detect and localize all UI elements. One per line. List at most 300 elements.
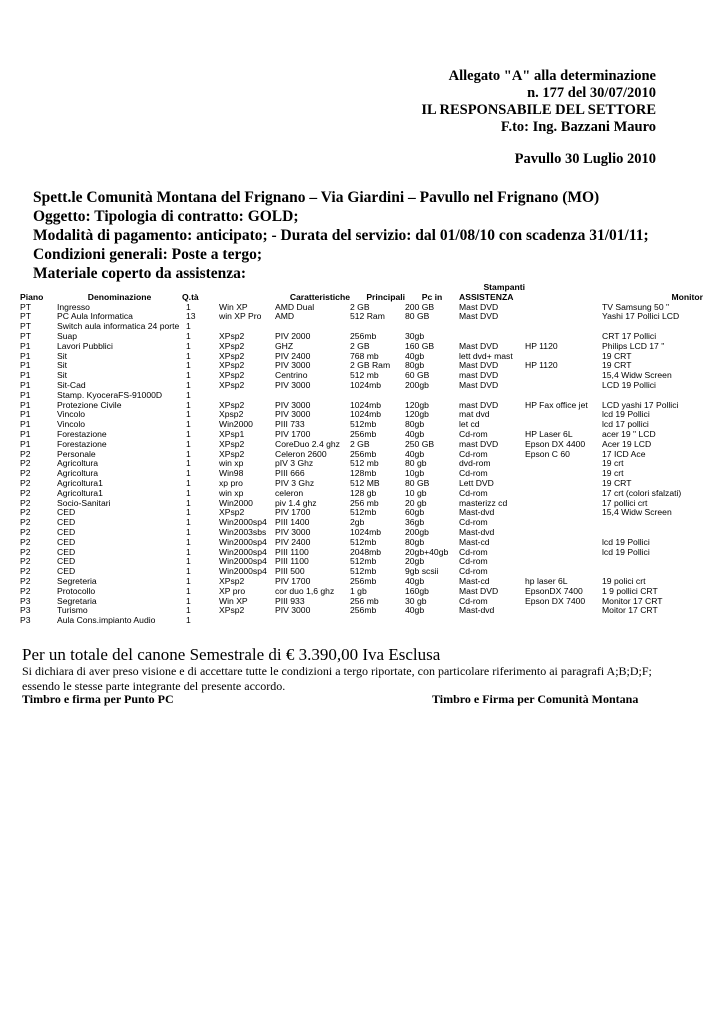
cell-qty: 1 (186, 585, 191, 596)
cell-monitor: Philips LCD 17 " (602, 340, 665, 351)
cell-disk: 20 gb (405, 497, 427, 508)
cell-monitor: 17 ICD Ace (602, 448, 646, 459)
cell-ram: 256mb (350, 428, 377, 439)
column-header: Principali (366, 291, 405, 302)
cell-monitor: TV Samsung 50 " (602, 301, 670, 312)
cell-qty: 1 (186, 409, 191, 420)
cell-name: Forestazione (57, 428, 107, 439)
document-header (421, 68, 656, 168)
cell-drive (459, 322, 525, 332)
cell-ram: 512 Ram (350, 311, 385, 322)
cell-qty: 1 (186, 477, 191, 488)
header-line: IL RESPONSABILE DEL SETTORE (421, 102, 656, 118)
cell-qty: 1 (186, 507, 191, 518)
cell-os: Win2000sp4 (219, 556, 267, 567)
cell-ram: 2 GB (350, 301, 370, 312)
total-amount: Per un totale del canone Semestrale di € 3.390,00 Iva Esclusa (22, 645, 441, 664)
cell-qty: 1 (186, 536, 191, 547)
column-header: Pc in (421, 291, 443, 302)
cell-drive: Cd-rom (459, 487, 488, 498)
cell-qty: 1 (186, 497, 191, 508)
cell-name: Lavori Pubblici (57, 340, 113, 351)
cell-drive: Lett DVD (459, 477, 494, 488)
cell-ram: 2 GB (350, 438, 370, 449)
cell-printer (525, 548, 602, 558)
cell-printer: EpsonDX 7400 (525, 585, 583, 596)
cell-os: Win2000sp4 (219, 517, 267, 528)
cell-floor: P1 (20, 419, 31, 430)
cell-floor: P2 (20, 507, 31, 518)
cell-floor: P2 (20, 458, 31, 469)
cell-cpu: PIII 1400 (275, 517, 310, 528)
cell-os: Win2000 (219, 497, 253, 508)
cell-cpu: pIV 3 Ghz (275, 458, 314, 469)
cell-ram: 128 gb (350, 487, 377, 498)
cell-cpu: PIII 666 (275, 468, 305, 479)
cell-drive: mast DVD (459, 370, 499, 381)
cell-disk: 80 GB (405, 477, 430, 488)
cell-qty: 1 (186, 595, 191, 606)
cell-monitor: lcd 17 pollici (602, 419, 649, 430)
cell-cpu: PIV 1700 (275, 575, 311, 586)
cell-qty: 1 (186, 399, 191, 410)
cell-name: Socio-Sanitari (57, 497, 111, 508)
document-date: Pavullo 30 Luglio 2010 (514, 151, 656, 167)
cell-monitor: lcd 19 Pollici (602, 409, 650, 420)
cell-printer: HP 1120 (525, 360, 558, 371)
payment-line: Modalità di pagamento: anticipato; - Durata del servizio: dal 01/08/10 con scadenza 31/01/11; (33, 227, 649, 244)
column-header: Piano (20, 291, 44, 302)
cell-cpu: celeron (275, 487, 304, 498)
cell-ram: 2gb (350, 517, 365, 528)
cell-os: XPsp2 (219, 448, 245, 459)
addressee-line: Spett.le Comunità Montana del Frignano – Via Giardini – Pavullo nel Frignano (MO) (33, 189, 600, 206)
cell-floor: P2 (20, 575, 31, 586)
cell-monitor: lcd 19 Pollici (602, 546, 650, 557)
cell-drive: Cd-rom (459, 546, 488, 557)
cell-name: Sit (57, 370, 68, 381)
cell-qty: 1 (186, 419, 191, 430)
cell-monitor (602, 616, 703, 626)
cell-printer (525, 606, 602, 616)
cell-qty: 1 (186, 360, 191, 371)
cell-floor: PT (20, 330, 31, 341)
cell-ram: 2 GB (350, 340, 370, 351)
cell-cpu: PIII 933 (275, 595, 305, 606)
cell-floor: P1 (20, 379, 31, 390)
cell-cpu: PIV 3 Ghz (275, 477, 315, 488)
cell-disk: 80 gb (405, 458, 427, 469)
cell-cpu: Celeron 2600 (275, 448, 327, 459)
cell-os: Win2000sp4 (219, 566, 267, 577)
cell-ram: 512 MB (350, 477, 380, 488)
cell-floor: P2 (20, 487, 31, 498)
cell-printer (525, 528, 602, 538)
cell-disk: 10gb (405, 468, 425, 479)
cell-floor: P3 (20, 605, 31, 616)
cell-os: XPsp2 (219, 360, 245, 371)
header-line: F.to: Ing. Bazzani Mauro (500, 119, 656, 135)
cell-monitor: 19 CRT (602, 477, 632, 488)
cell-floor: P2 (20, 536, 31, 547)
cell-cpu: PIV 2400 (275, 350, 311, 361)
signature-label-comunita: Timbro e Firma per Comunità Montana (432, 692, 639, 706)
cell-disk: 160 GB (405, 340, 435, 351)
cell-cpu: PIV 3000 (275, 379, 311, 390)
cell-ram: 1024mb (350, 526, 382, 537)
cell-monitor: CRT 17 Pollici (602, 330, 657, 341)
cell-monitor: 19 CRT (602, 360, 632, 371)
cell-printer (525, 479, 602, 489)
cell-monitor: 15,4 Widw Screen (602, 507, 672, 518)
cell-disk: 250 GB (405, 438, 435, 449)
printers-group-header: Stampanti (483, 282, 525, 292)
cell-floor: P1 (20, 409, 31, 420)
cell-drive: Mast-cd (459, 575, 490, 586)
cell-disk: 40gb (405, 428, 425, 439)
conditions-line: Condizioni generali: Poste a tergo; (33, 246, 263, 263)
cell-disk: 60 GB (405, 370, 430, 381)
cell-os: XPsp2 (219, 438, 245, 449)
cell-ram: 512mb (350, 566, 377, 577)
cell-name: Suap (57, 330, 78, 341)
cell-os: win xp (219, 458, 244, 469)
cell-cpu: PIV 3000 (275, 409, 311, 420)
cell-monitor: 15,4 Widw Screen (602, 370, 672, 381)
cell-drive: Mast-cd (459, 536, 490, 547)
cell-floor: P2 (20, 517, 31, 528)
cell-os: Xpsp2 (219, 409, 244, 420)
cell-floor: P1 (20, 399, 31, 410)
column-header: ASSISTENZA (459, 291, 514, 302)
cell-drive: Cd-rom (459, 448, 488, 459)
cell-name: Turismo (57, 605, 88, 616)
table-row (20, 616, 703, 626)
cell-os: XPsp2 (219, 575, 245, 586)
cell-qty: 1 (186, 615, 191, 626)
cell-disk: 200 GB (405, 301, 435, 312)
cell-disk: 80gb (405, 419, 425, 430)
cell-floor: P1 (20, 350, 31, 361)
cell-name: Agricoltura (57, 468, 99, 479)
cell-printer (525, 489, 602, 499)
column-header: Denominazione (87, 291, 152, 302)
cell-name: Agricoltura (57, 458, 99, 469)
cell-ram: 1024mb (350, 379, 382, 390)
cell-ram (350, 616, 405, 626)
cell-disk: 40gb (405, 575, 425, 586)
cell-floor: P2 (20, 556, 31, 567)
intro-block (33, 188, 649, 283)
cell-ram: 512mb (350, 507, 377, 518)
cell-floor: P3 (20, 595, 31, 606)
cell-printer: HP Laser 6L (525, 428, 573, 439)
cell-os: XPsp2 (219, 370, 245, 381)
cell-os: win xp (219, 487, 244, 498)
cell-qty: 1 (186, 350, 191, 361)
subject-line: Oggetto: Tipologia di contratto: GOLD; (33, 208, 299, 225)
cell-qty: 1 (186, 458, 191, 469)
cell-printer (525, 469, 602, 479)
cell-qty: 1 (186, 575, 191, 586)
cell-ram: 512 mb (350, 458, 379, 469)
cell-monitor: Moitor 17 CRT (602, 605, 658, 616)
cell-printer (525, 381, 602, 391)
cell-drive: mast DVD (459, 399, 499, 410)
cell-name: Segreteria (57, 575, 97, 586)
cell-drive: Cd-rom (459, 468, 488, 479)
cell-ram: 256mb (350, 330, 377, 341)
cell-disk: 36gb (405, 517, 425, 528)
cell-name: CED (57, 507, 76, 518)
cell-floor: P2 (20, 566, 31, 577)
cell-cpu: AMD Dual (275, 301, 315, 312)
cell-floor: PT (20, 301, 31, 312)
cell-name: Agricoltura1 (57, 487, 103, 498)
cell-ram: 2 GB Ram (350, 360, 391, 371)
cell-ram: 768 mb (350, 350, 379, 361)
cell-drive (459, 616, 525, 626)
cell-qty: 1 (186, 389, 191, 400)
cell-printer (525, 557, 602, 567)
cell-monitor (602, 557, 703, 567)
cell-os: Win2000sp4 (219, 546, 267, 557)
cell-qty: 1 (186, 379, 191, 390)
cell-floor: P1 (20, 340, 31, 351)
cell-os: XPsp2 (219, 350, 245, 361)
cell-name: Ingresso (57, 301, 90, 312)
cell-floor: PT (20, 311, 31, 322)
cell-printer: hp laser 6L (525, 575, 568, 586)
cell-qty: 1 (186, 556, 191, 567)
cell-os: XPsp2 (219, 605, 245, 616)
cell-qty: 1 (186, 566, 191, 577)
cell-ram: 512mb (350, 556, 377, 567)
cell-cpu: GHZ (275, 340, 294, 351)
column-header (525, 293, 602, 303)
cell-monitor: Acer 19 LCD (602, 438, 652, 449)
cell-disk: 40gb (405, 350, 425, 361)
cell-cpu: AMD (275, 311, 295, 322)
cell-monitor: Monitor 17 CRT (602, 595, 663, 606)
cell-printer (525, 312, 602, 322)
cell-cpu: PIV 3000 (275, 605, 311, 616)
cell-floor: P1 (20, 389, 31, 400)
cell-drive: mat dvd (459, 409, 490, 420)
cell-floor: P1 (20, 428, 31, 439)
cell-drive: mast DVD (459, 438, 499, 449)
cell-floor: P3 (20, 615, 31, 626)
cell-disk: 20gb+40gb (405, 546, 449, 557)
cell-qty: 1 (186, 321, 191, 332)
cell-name: Agricoltura1 (57, 477, 103, 488)
cell-printer (525, 518, 602, 528)
cell-name: Sit-Cad (57, 379, 86, 390)
cell-printer: HP 1120 (525, 340, 558, 351)
cell-qty: 1 (186, 487, 191, 498)
cell-drive: Mast DVD (459, 360, 499, 371)
cell-name: Switch aula informatica 24 porte (57, 321, 180, 332)
cell-drive: lett dvd+ mast (459, 350, 513, 361)
cell-ram: 1 gb (350, 585, 367, 596)
cell-monitor: lcd 19 Pollici (602, 536, 650, 547)
cell-printer (525, 499, 602, 509)
cell-cpu: cor duo 1,6 ghz (275, 585, 335, 596)
cell-disk: 80 GB (405, 311, 430, 322)
cell-monitor: 19 crt (602, 458, 624, 469)
cell-ram: 1024mb (350, 409, 382, 420)
cell-drive: let cd (459, 419, 480, 430)
cell-name: Vincolo (57, 409, 86, 420)
cell-ram: 256 mb (350, 595, 379, 606)
cell-name: CED (57, 566, 76, 577)
cell-disk: 80gb (405, 360, 425, 371)
cell-printer (525, 371, 602, 381)
cell-monitor (602, 518, 703, 528)
cell-os: XP pro (219, 585, 246, 596)
cell-name: Personale (57, 448, 96, 459)
cell-os (219, 616, 275, 626)
cell-name: CED (57, 517, 76, 528)
cell-printer (525, 303, 602, 313)
cell-name: Sit (57, 350, 68, 361)
cell-os: xp pro (219, 477, 243, 488)
cell-floor: P2 (20, 546, 31, 557)
cell-drive: Cd-rom (459, 517, 488, 528)
cell-cpu: PIV 3000 (275, 526, 311, 537)
cell-cpu: PIII 1100 (275, 556, 309, 567)
cell-drive: Cd-rom (459, 428, 488, 439)
cell-cpu: PIV 3000 (275, 360, 311, 371)
cell-disk: 40gb (405, 605, 425, 616)
cell-disk: 160gb (405, 585, 429, 596)
cell-qty: 1 (186, 468, 191, 479)
cell-monitor: 17 crt (colori sfalzati) (602, 487, 682, 498)
cell-monitor: acer 19 " LCD (602, 428, 656, 439)
cell-printer: Epson C 60 (525, 448, 570, 459)
column-header: Monitor (671, 291, 703, 302)
cell-ram: 2048mb (350, 546, 382, 557)
cell-qty: 1 (186, 438, 191, 449)
cell-monitor: 17 pollici crt (602, 497, 648, 508)
cell-disk: 200gb (405, 526, 429, 537)
cell-drive: masterizz cd (459, 497, 508, 508)
cell-name: CED (57, 536, 76, 547)
cell-cpu: PIII 733 (275, 419, 305, 430)
cell-drive: Mast DVD (459, 301, 499, 312)
cell-qty: 1 (186, 340, 191, 351)
cell-ram: 256mb (350, 575, 377, 586)
cell-disk: 120gb (405, 409, 429, 420)
cell-qty: 1 (186, 517, 191, 528)
cell-disk: 30gb (405, 330, 425, 341)
cell-name: CED (57, 546, 76, 557)
cell-disk: 40gb (405, 448, 425, 459)
cell-floor: P2 (20, 468, 31, 479)
header-line: Allegato "A" alla determinazione (448, 68, 656, 84)
cell-cpu: PIV 1700 (275, 507, 311, 518)
cell-ram: 512 mb (350, 370, 379, 381)
cell-os: Win2000sp4 (219, 536, 267, 547)
cell-cpu: piv 1.4 ghz (275, 497, 317, 508)
cell-floor: P1 (20, 370, 31, 381)
cell-os: XPsp1 (219, 428, 245, 439)
material-line: Materiale coperto da assistenza: (33, 265, 247, 282)
cell-disk: 80gb (405, 536, 425, 547)
cell-drive: dvd-rom (459, 458, 491, 469)
cell-drive: Mast-dvd (459, 526, 495, 537)
cell-os: XPsp2 (219, 507, 245, 518)
cell-name: Protocollo (57, 585, 96, 596)
cell-disk: 9gb scsii (405, 566, 439, 577)
cell-printer: Epson DX 7400 (525, 595, 586, 606)
cell-os: XPsp2 (219, 399, 245, 410)
cell-drive: Mast DVD (459, 585, 499, 596)
cell-drive: Mast DVD (459, 340, 499, 351)
cell-name: Aula Cons.impianto Audio (57, 615, 156, 626)
cell-floor: P2 (20, 477, 31, 488)
cell-os: XPsp2 (219, 340, 245, 351)
cell-qty: 1 (186, 301, 191, 312)
cell-disk: 200gb (405, 379, 429, 390)
cell-disk: 20gb (405, 556, 425, 567)
header-line: n. 177 del 30/07/2010 (527, 85, 656, 101)
cell-os: Win2003sbs (219, 526, 267, 537)
acceptance-note: Si dichiara di aver preso visione e di accettare tutte le condizioni a tergo riportate, con particolare riferimento ai paragrafi A;B;D;F; essendo le stesse parte integrante del presente accordo. (22, 664, 652, 693)
cell-ram: 256mb (350, 448, 377, 459)
cell-monitor: 19 polici crt (602, 575, 646, 586)
cell-cpu: PIV 2400 (275, 536, 311, 547)
cell-qty: 13 (186, 311, 196, 322)
cell-cpu: PIII 1100 (275, 546, 309, 557)
cell-name: Sit (57, 360, 68, 371)
signature-label-punto-pc: Timbro e firma per Punto PC (22, 692, 174, 706)
cell-monitor: 19 crt (602, 468, 624, 479)
cell-ram: 512mb (350, 419, 377, 430)
cell-monitor: 19 CRT (602, 350, 632, 361)
cell-floor: P2 (20, 448, 31, 459)
cell-cpu: PIV 3000 (275, 399, 311, 410)
cell-monitor: LCD yashi 17 Pollici (602, 399, 679, 410)
cell-printer (525, 459, 602, 469)
cell-printer (525, 410, 602, 420)
cell-ram: 1024mb (350, 399, 382, 410)
cell-qty: 1 (186, 330, 191, 341)
cell-printer (525, 508, 602, 518)
cell-floor: P2 (20, 497, 31, 508)
cell-qty: 1 (186, 448, 191, 459)
cell-monitor: 1 9 pollici CRT (602, 585, 658, 596)
cell-drive: Mast DVD (459, 311, 499, 322)
cell-name: Vincolo (57, 419, 86, 430)
cell-qty: 1 (186, 526, 191, 537)
cell-drive: Cd-rom (459, 566, 488, 577)
cell-printer: HP Fax office jet (525, 399, 588, 410)
cell-name: PC Aula Informatica (57, 311, 133, 322)
cell-drive: Cd-rom (459, 595, 488, 606)
cell-name: Protezione Civile (57, 399, 122, 410)
cell-floor: P1 (20, 438, 31, 449)
cell-disk: 60gb (405, 507, 425, 518)
cell-os: Win98 (219, 468, 244, 479)
equipment-table (20, 283, 703, 626)
cell-cpu (275, 616, 350, 626)
cell-drive: Mast DVD (459, 379, 499, 390)
cell-name: Stamp. KyoceraFS-91000D (57, 389, 163, 400)
cell-name: Segretaria (57, 595, 97, 606)
cell-drive: Cd-rom (459, 556, 488, 567)
cell-floor: P1 (20, 360, 31, 371)
